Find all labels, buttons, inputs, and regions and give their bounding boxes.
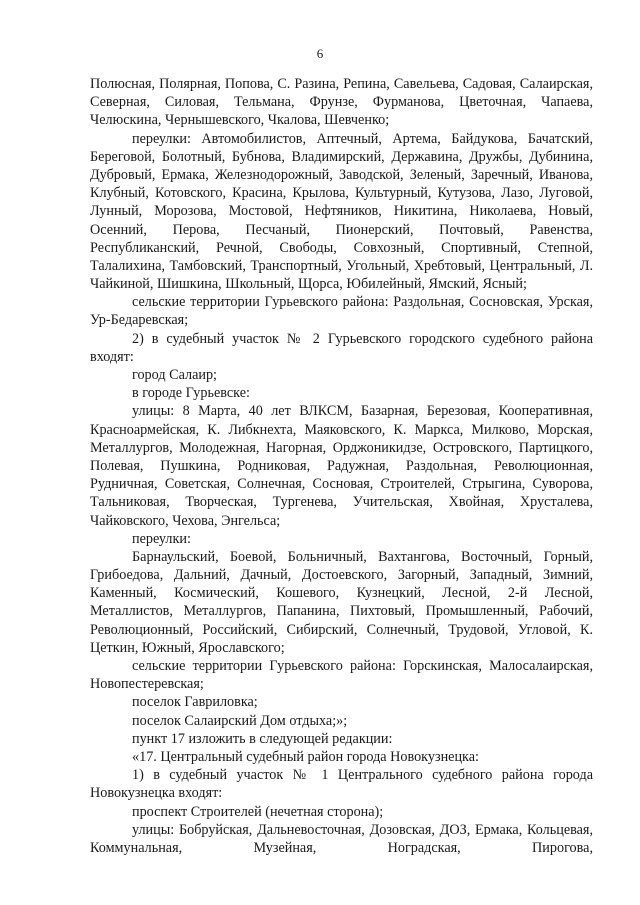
- paragraph: «17. Центральный судебный район города Новокузнецка:: [132, 748, 479, 765]
- paragraph: переулки: Автомобилистов, Аптечный, Артема, Байдукова, Бачатский, Береговой, Болотный, Бубнова, Владимирский, Державина, Дружбы, Дубинина, Дубровый, Ермака, Железнодорожный, Заводской, Зеленый, Заречный, Иванова, Клубный, Котовского, Красина, Крылова, Культурный, Кутузова, Лазо, Луговой, Лунный, Морозова, Мостовой, Нефтяников, Никитина, Николаева, Новый, Осенний, Перова, Песчаный, Пионерский, Почтовый, Равенства, Республиканский, Речной, Свободы, Совхозный, Спортивный, Степной, Талалихина, Тамбовский, Транспортный, Угольный, Хребтовый, Центральный, Л. Чайкиной, Шишкина, Школьный, Щорса, Юбилейный, Ямский, Ясный;: [90, 130, 593, 293]
- paragraph: переулки:: [132, 530, 191, 547]
- paragraph: город Салаир;: [132, 367, 217, 383]
- paragraph: проспект Строителей (нечетная сторона);: [132, 803, 384, 820]
- paragraph: поселок Салаирский Дом отдыха;»;: [132, 712, 348, 729]
- paragraph: 1) в судебный участок № 1 Центрального судебного района города Новокузнецка входят:: [90, 767, 593, 802]
- paragraph: поселок Гавриловка;: [132, 694, 258, 711]
- paragraph: 2) в судебный участок № 2 Гурьевского городского судебного района входят:: [90, 330, 593, 365]
- page-number: 6: [316, 46, 324, 61]
- paragraph: улицы: 8 Марта, 40 лет ВЛКСМ, Базарная, Березовая, Кооперативная, Красноармейская, К. Либкнехта, Маяковского, К. Маркса, Милково, Морская, Металлургов, Молодежная, Нагорная, Орджоникидзе, Островского, Партицкого, Полевая, Пушкина, Родниковая, Радужная, Раздольная, Революционная, Рудничная, Советская, Солнечная, Сосновая, Строителей, Стрыгина, Суворова, Тальниковая, Творческая, Тургенева, Учительская, Хвойная, Хрусталева, Чайковского, Чехова, Энгельса;: [90, 403, 593, 529]
- paragraph: сельские территории Гурьевского района: Горскинская, Малосалаирская, Новопестеревская;: [90, 658, 593, 693]
- paragraph: улицы: Бобруйская, Дальневосточная, Дозовская, ДОЗ, Ермака, Кольцевая, Коммунальная, Музейная, Ноградская, Пирогова,: [90, 821, 593, 856]
- paragraph: сельские территории Гурьевского района: Раздольная, Сосновская, Урская, Ур-Бедаревская;: [90, 294, 593, 329]
- paragraph: пункт 17 изложить в следующей редакции:: [132, 730, 393, 747]
- document-body: [90, 75, 593, 857]
- paragraph: Полюсная, Полярная, Попова, С. Разина, Репина, Савельева, Садовая, Салаирская, Северная, Силовая, Тельмана, Фрунзе, Фурманова, Цветочная, Чапаева, Челюскина, Чернышевского, Чкалова, Шевченко;: [90, 76, 593, 129]
- paragraph: Барнаульский, Боевой, Больничный, Вахтангова, Восточный, Горный, Грибоедова, Дальний, Дачный, Достоевского, Загорный, Западный, Зимний, Каменный, Космический, Кошевого, Кузнецкий, Лесной, 2-й Лесной, Металлистов, Металлургов, Папанина, Пихтовый, Промышленный, Рабочий, Революционный, Российский, Сибирский, Солнечный, Трудовой, Угловой, К. Цеткин, Южный, Ярославского;: [90, 548, 593, 656]
- paragraph: в городе Гурьевске:: [132, 385, 250, 402]
